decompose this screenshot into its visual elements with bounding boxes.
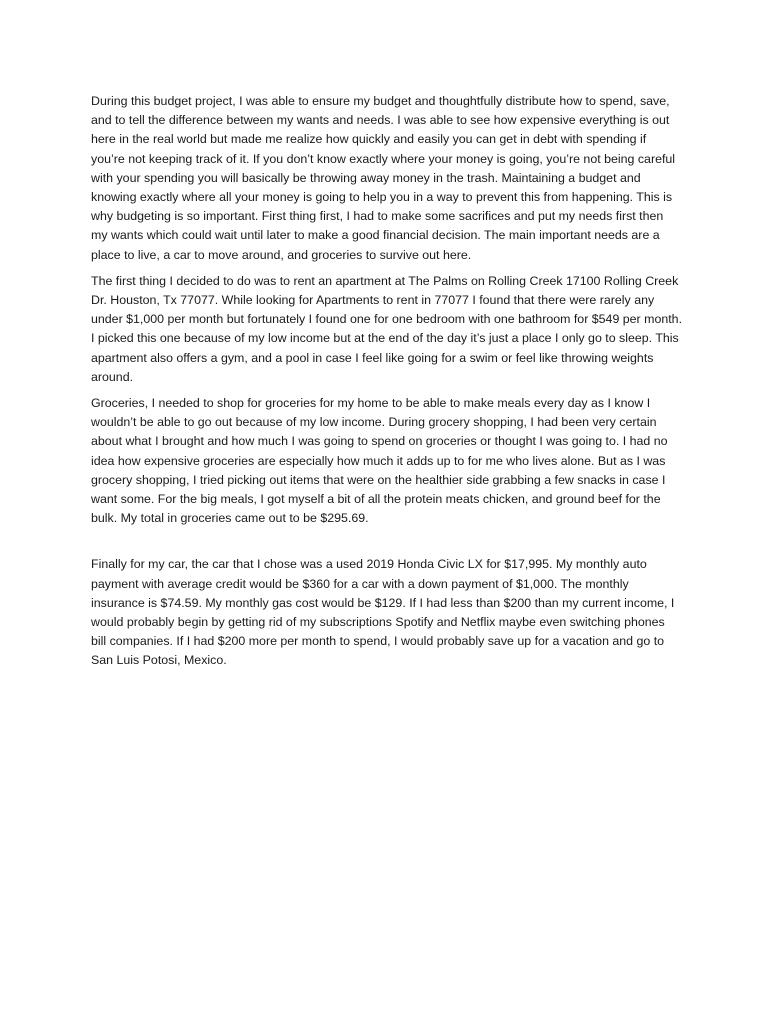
paragraph-apartment: The first thing I decided to do was to rent an apartment at The Palms on Rolling Creek 17100 Rolling Creek Dr. Houston, Tx 77077. While looking for Apartments to rent in 77077 I found that there were rarely any under $1,000 per month but fortunately I found one for one bedroom with one bathroom for $549 per month. I picked this one because of my low income but at the end of the day it’s just a place I only go to sleep. This apartment also offers a gym, and a pool in case I feel like going for a swim or feel like throwing weights around. — [91, 273, 683, 384]
paragraph-intro: During this budget project, I was able to ensure my budget and thoughtfully distribute how to spend, save, and to tell the difference between my wants and needs. I was able to see how expensive everything is out here in the real world but made me realize how quickly and easily you can get in debt with spending if you’re not keeping track of it. If you don’t know exactly where your money is going, you’re not being careful with your spending you will basically be throwing away money in the trash. Maintaining a budget and knowing exactly where all your money is going to help you in a way to prevent this from happening. This is why budgeting is so important. First thing first, I had to make some sacrifices and put my needs first then my wants which could wait until later to make a good financial decision. The main important needs are a place to live, a car to move around, and groceries to survive out here. — [91, 94, 676, 262]
document-body — [91, 92, 683, 678]
paragraph-car: Finally for my car, the car that I chose was a used 2019 Honda Civic LX for $17,995. My monthly auto payment with average credit would be $360 for a car with a down payment of $1,000. The monthly insurance is $74.59. My monthly gas cost would be $129. If I had less than $200 than my current income, I would probably begin by getting rid of my subscriptions Spotify and Netflix maybe even switching phones bill companies. If I had $200 more per month to spend, I would probably save up for a vacation and go to San Luis Potosi, Mexico. — [91, 557, 675, 668]
paragraph-groceries: Groceries, I needed to shop for groceries for my home to be able to make meals every day as I know I wouldn’t be able to go out because of my low income. During grocery shopping, I had been very certain about what I brought and how much I was going to spend on groceries or thought I was going to. I had no idea how expensive groceries are especially how much it adds up to for me who lives alone. But as I was grocery shopping, I tried picking out items that were on the healthier side grabbing a few snacks in case I want some. For the big meals, I got myself a bit of all the protein meats chicken, and ground beef for the bulk. My total in groceries came out to be $295.69. — [91, 396, 668, 526]
